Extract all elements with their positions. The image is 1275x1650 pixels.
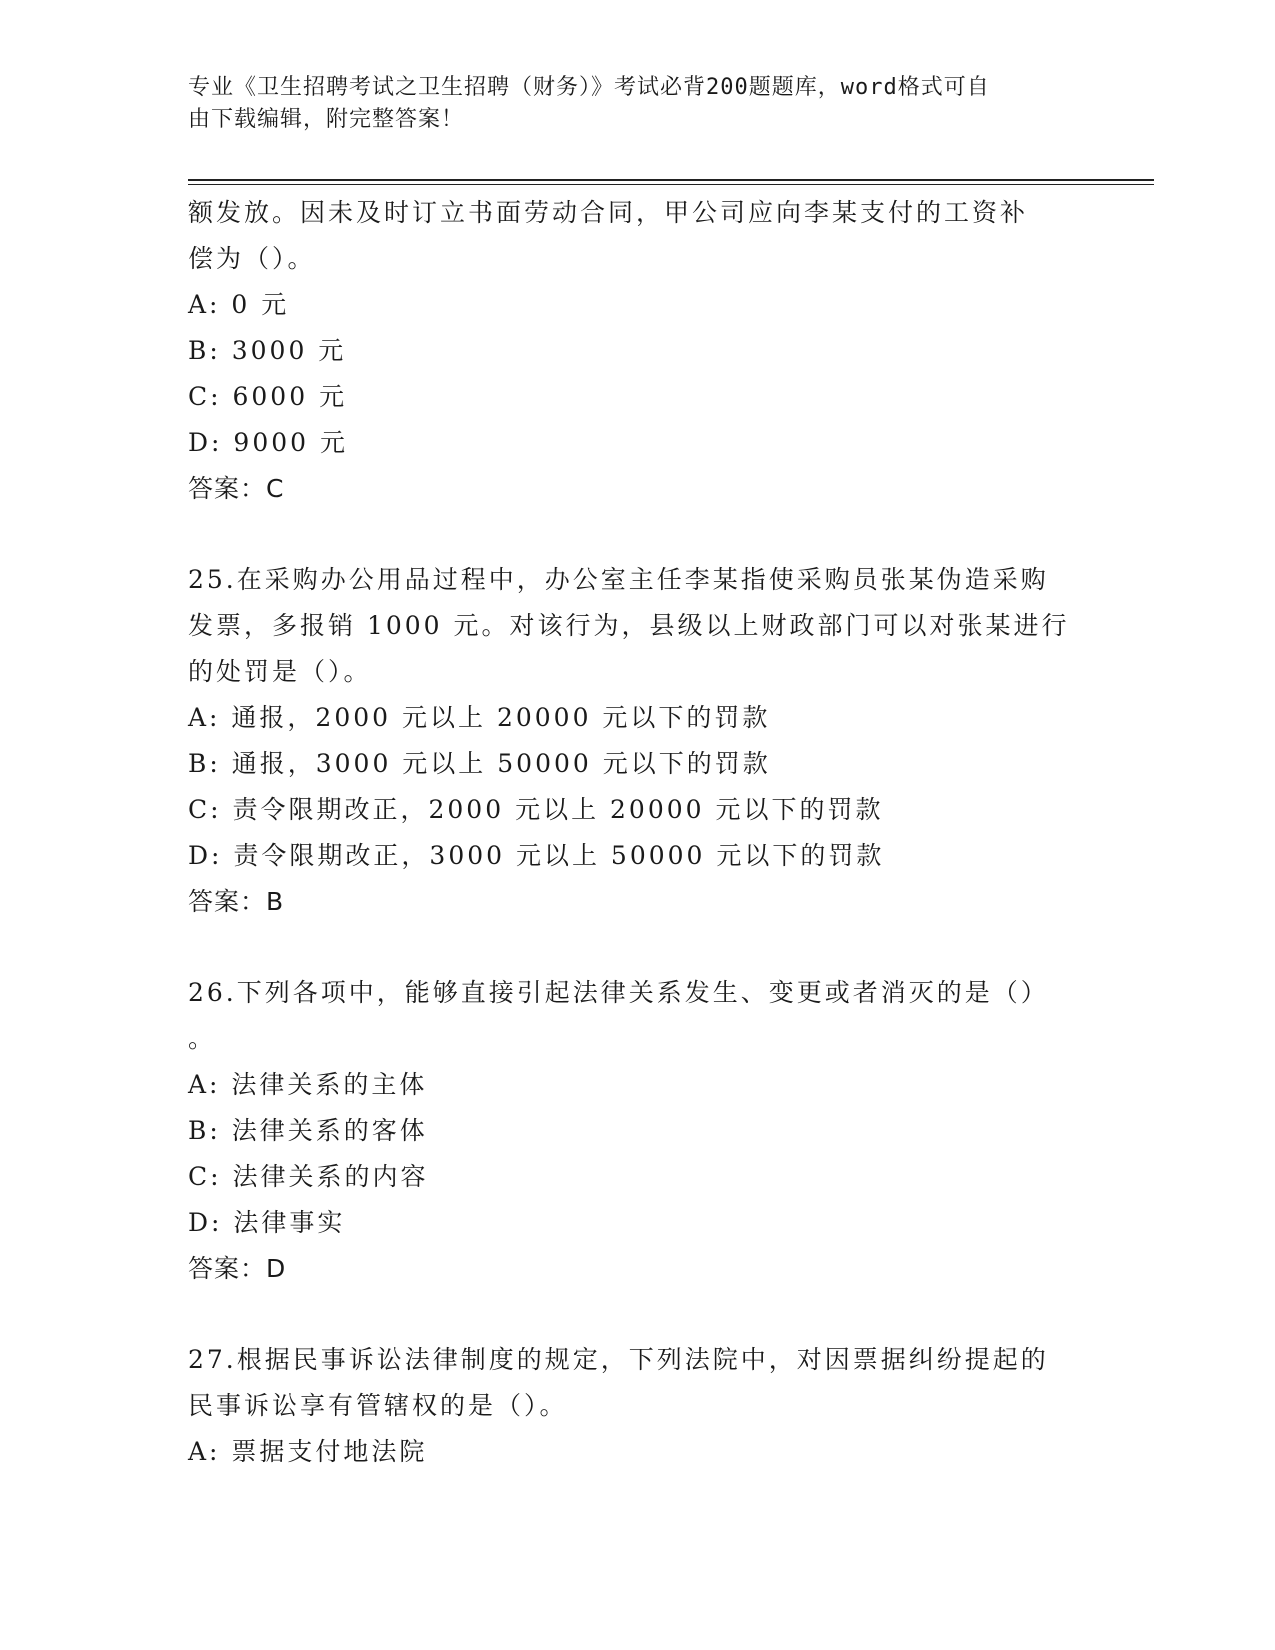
question-spacer xyxy=(188,512,1088,557)
header-rule-thick xyxy=(188,179,1154,181)
question-stem-line: 26.下列各项中，能够直接引起法律关系发生、变更或者消灭的是（） xyxy=(188,978,1049,1007)
question-26 xyxy=(188,970,1088,1292)
header-line-2: 由下载编辑，附完整答案！ xyxy=(188,107,465,132)
question-25 xyxy=(188,557,1088,925)
option-a: A: 票据支付地法院 xyxy=(188,1437,428,1466)
question-stem-line: 27.根据民事诉讼法律制度的规定，下列法院中，对因票据纠纷提起的 xyxy=(188,1345,1049,1374)
option-c: C: 法律关系的内容 xyxy=(188,1162,429,1191)
question-24 xyxy=(188,190,1088,512)
option-a: A: 0 元 xyxy=(188,290,290,319)
question-stem-line: 偿为（）。 xyxy=(188,244,316,273)
option-d: D: 法律事实 xyxy=(188,1208,346,1237)
question-spacer xyxy=(188,1292,1088,1337)
option-d: D: 责令限期改正，3000 元以上 50000 元以下的罚款 xyxy=(188,841,885,870)
option-b: B: 法律关系的客体 xyxy=(188,1116,428,1145)
option-b: B: 3000 元 xyxy=(188,336,347,365)
question-stem-line: 的处罚是（）。 xyxy=(188,657,372,686)
question-list xyxy=(188,190,1088,1475)
option-c: C: 6000 元 xyxy=(188,382,348,411)
header-rule-thin xyxy=(188,184,1154,185)
document-header xyxy=(188,72,1068,136)
question-stem-line: 民事诉讼享有管辖权的是（）。 xyxy=(188,1391,568,1420)
option-a: A: 通报，2000 元以上 20000 元以下的罚款 xyxy=(188,703,771,732)
question-stem-line: 额发放。因未及时订立书面劳动合同，甲公司应向李某支付的工资补 xyxy=(188,198,1029,227)
option-d: D: 9000 元 xyxy=(188,428,348,457)
answer-line: 答案：C xyxy=(188,474,285,503)
option-b: B: 通报，3000 元以上 50000 元以下的罚款 xyxy=(188,749,771,778)
answer-line: 答案：B xyxy=(188,887,285,916)
option-a: A: 法律关系的主体 xyxy=(188,1070,428,1099)
question-stem-line: 。 xyxy=(188,1024,217,1053)
question-stem-line: 25.在采购办公用品过程中，办公室主任李某指使采购员张某伪造采购 xyxy=(188,565,1049,594)
option-c: C: 责令限期改正，2000 元以上 20000 元以下的罚款 xyxy=(188,795,884,824)
header-line-1: 专业《卫生招聘考试之卫生招聘（财务）》考试必背200题题库，word格式可自 xyxy=(188,75,990,100)
answer-line: 答案：D xyxy=(188,1254,287,1283)
question-stem-line: 发票，多报销 1000 元。对该行为，县级以上财政部门可以对张某进行 xyxy=(188,611,1070,640)
question-27 xyxy=(188,1337,1088,1475)
question-spacer xyxy=(188,925,1088,970)
